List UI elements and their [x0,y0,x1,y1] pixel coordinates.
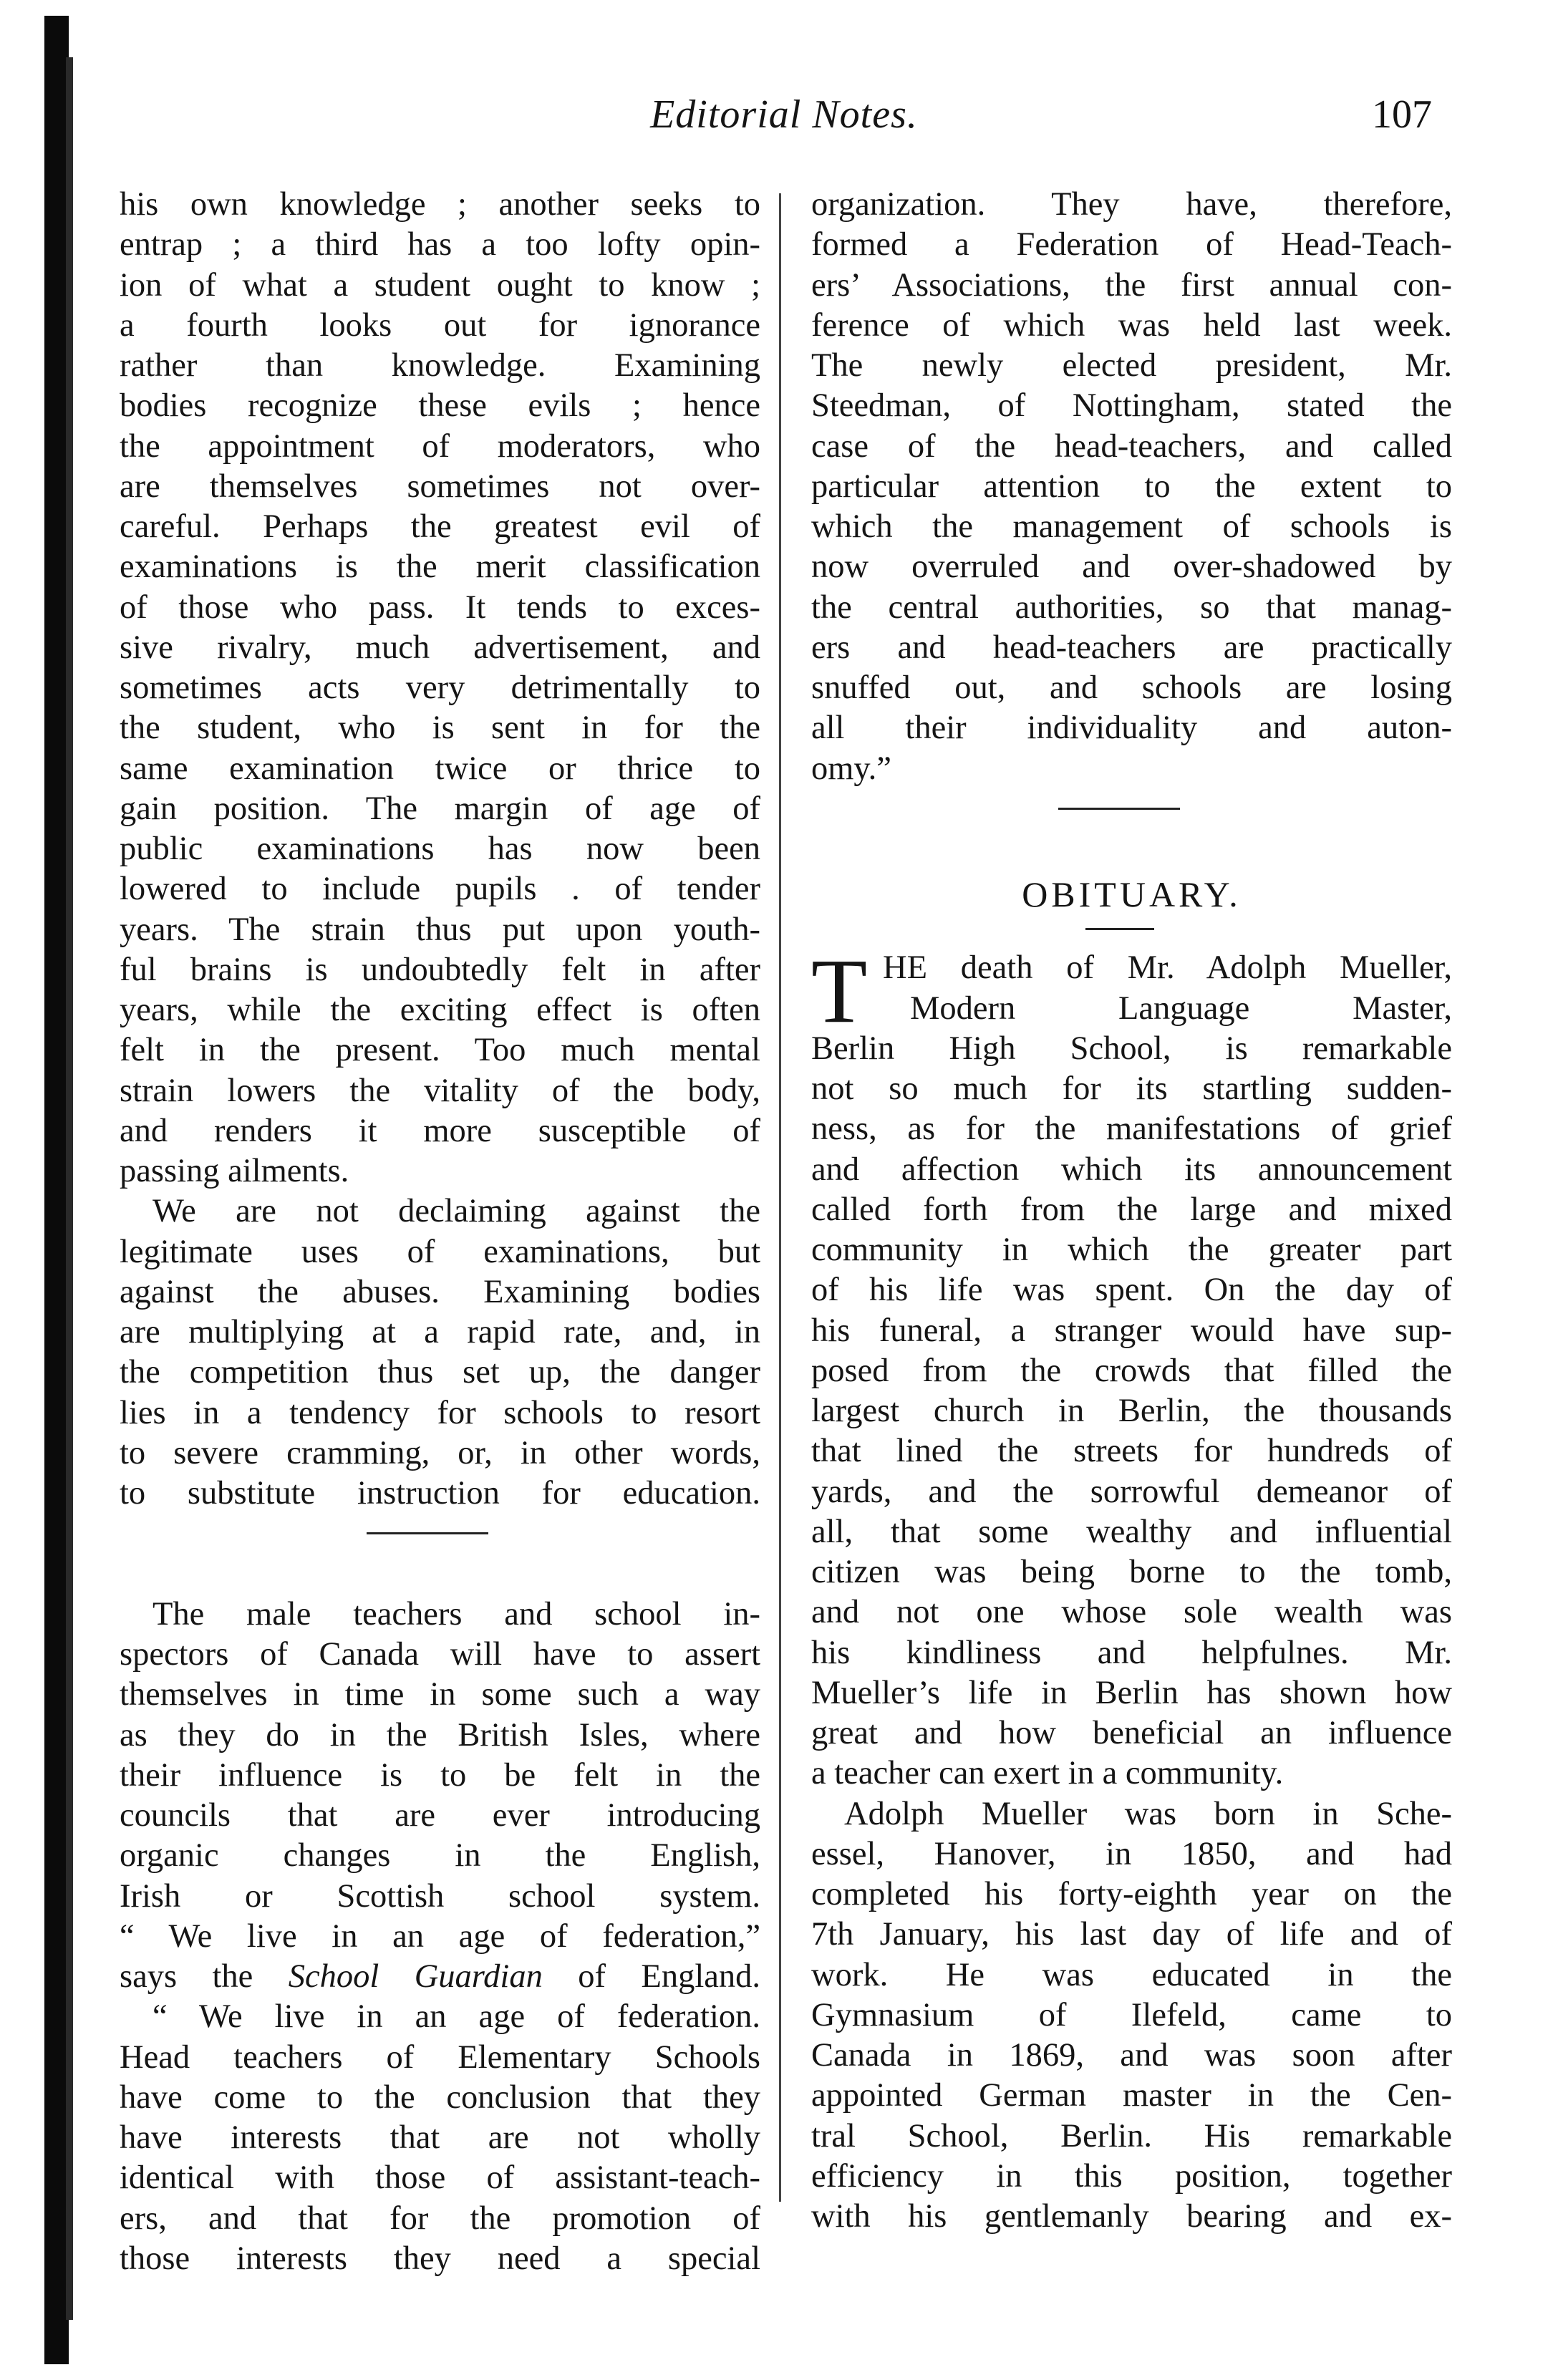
text-line: those interests they need a special [120,2240,760,2277]
text-line: and renders it more susceptible of [120,1112,760,1149]
text-line: to substitute instruction for education. [120,1475,760,1511]
text-line: as they do in the British Isles, where [120,1716,760,1753]
left-paragraph-1 [120,185,760,1191]
says-prefix: says the [120,1958,289,1995]
text-line: the central authorities, so that manag- [811,589,1452,626]
text-line: ference of which was held last week. [811,306,1452,344]
text-line: great and how beneficial an influence [811,1715,1452,1751]
text-line: Berlin High School, is remarkable [811,1030,1452,1067]
text-line: examinations is the merit classification [120,548,760,586]
spacer [120,1554,760,1595]
right-column [811,185,1452,2237]
text-line: ers, and that for the promotion of [120,2200,760,2237]
text-line: his kindliness and helpfulnes. Mr. [811,1634,1452,1671]
text-line: the competition thus set up, the danger [120,1354,760,1391]
left-paragraph-3 [120,1595,760,1998]
heading-underline [811,919,1452,948]
text-line: Mueller’s life in Berlin has shown how [811,1674,1452,1711]
running-head [107,92,1461,149]
text-line: Adolph Mueller was born in Sche- [844,1795,1452,1832]
text-line: of his life was spent. On the day of [811,1272,1452,1309]
text-line: ers and head-teachers are practically [811,629,1452,666]
text-line: ness, as for the manifestations of grief [811,1111,1452,1148]
text-line: HE death of Mr. Adolph Mueller, [883,949,1452,987]
text-line: particular attention to the extent to [811,468,1452,505]
text-line: sive rivalry, much advertisement, and [120,629,760,666]
text-line: to severe cramming, or, in other words, [120,1434,760,1471]
section-separator [120,1514,760,1554]
text-line: years. The strain thus put upon youth- [120,911,760,948]
text-line: organic changes in the English, [120,1837,760,1875]
text-line: ful brains is undoubtedly felt in after [120,951,760,988]
text-line: Canada in 1869, and was soon after [811,2037,1452,2074]
text-line: omy.” [811,750,891,787]
text-line: citizen was being borne to the tomb, [811,1554,1452,1590]
text-line: Modern Language Master, [910,990,1452,1027]
text-line: a fourth looks out for ignorance [120,306,760,344]
text-line: appointed German master in the Cen- [811,2077,1452,2114]
text-line: passing ailments. [120,1153,349,1189]
text-line: and not one whose sole wealth was [811,1594,1452,1631]
separator-rule [1058,808,1180,810]
text-line: and affection which its announcement [811,1151,1452,1188]
text-line: not so much for its startling sudden- [811,1070,1452,1107]
text-line: now overruled and over-shadowed by [811,548,1452,586]
text-line: their influence is to be felt in the [120,1756,760,1794]
spacer [811,829,1452,869]
text-line: essel, Hanover, in 1850, and had [811,1835,1452,1872]
text-line: posed from the crowds that filled the [811,1352,1452,1389]
text-line: themselves in time in some such a way [120,1676,760,1713]
scan-binding-shadow [66,57,73,2320]
publication-title: School Guardian [288,1958,543,1995]
text-line: councils that are ever introducing [120,1797,760,1834]
text-line: years, while the exciting effect is often [120,992,760,1028]
text-line: are multiplying at a rapid rate, and, in [120,1314,760,1350]
text-line: work. He was educated in the [811,1956,1452,1993]
text-line: have interests that are not wholly [120,2119,760,2156]
text-line: public examinations has now been [120,831,760,867]
text-line: that lined the streets for hundreds of [811,1433,1452,1470]
text-line: all, that some wealthy and influential [811,1513,1452,1550]
text-line: “ We live in an age of federation. [153,1998,760,2036]
text-line: Irish or Scottish school system. [120,1877,760,1915]
text-line: identical with those of assistant-teach- [120,2159,760,2197]
scan-binding-edge [44,16,69,2364]
text-line: his own knowledge ; another seeks to [120,186,760,223]
text-line: felt in the present. Too much mental [120,1032,760,1069]
text-line: tral School, Berlin. His remarkable [811,2117,1452,2154]
column-divider [779,193,781,2202]
text-line: Steedman, of Nottingham, stated the [811,387,1452,425]
text-line: entrap ; a third has a too lofty opin- [120,226,760,263]
text-line: Head teachers of Elementary Schools [120,2038,760,2076]
text-line: organization. They have, therefore, [811,186,1452,223]
text-line: sometimes acts very detrimentally to [120,669,760,706]
text-line: spectors of Canada will have to assert [120,1636,760,1673]
text-line: largest church in Berlin, the thousands [811,1393,1452,1429]
text-line: The newly elected president, Mr. [811,347,1452,384]
left-column [120,185,760,2279]
text-line: lies in a tendency for schools to resort [120,1394,760,1431]
section-separator [811,789,1452,829]
text-line: rather than knowledge. Examining [120,347,760,384]
text-line: legitimate uses of examinations, but [120,1233,760,1270]
text-line: called forth from the large and mixed [811,1191,1452,1228]
left-paragraph-2 [120,1191,760,1514]
text-line: the appointment of moderators, who [120,427,760,465]
text-line: lowered to include pupils . of tender [120,871,760,908]
text-line-with-italic [120,1957,760,1997]
text-line: same examination twice or thrice to [120,750,760,787]
text-line: are themselves sometimes not over- [120,468,760,505]
text-line: ion of what a student ought to know ; [120,266,760,304]
text-line: case of the head-teachers, and called [811,427,1452,465]
text-line: ers’ Associations, the first annual con- [811,266,1452,304]
text-line: snuffed out, and schools are losing [811,669,1452,706]
text-line: his funeral, a stranger would have sup- [811,1312,1452,1349]
left-paragraph-4 [120,1997,760,2279]
text-line: gain position. The margin of age of [120,790,760,827]
text-line: careful. Perhaps the greatest evil of [120,508,760,545]
text-line: efficiency in this position, together [811,2157,1452,2195]
text-line: community in which the greater part [811,1232,1452,1268]
text-line: the student, who is sent in for the [120,710,760,747]
text-line: bodies recognize these evils ; hence [120,387,760,425]
obituary-heading: OBITUARY. [1022,874,1242,915]
text-line: “ We live in an age of federation,” [120,1917,760,1955]
obituary-opening [811,940,1452,1043]
text-line: strain lowers the vitality of the body, [120,1072,760,1109]
text-line: have come to the conclusion that they [120,2079,760,2116]
text-line: a teacher can exert in a community. [811,1755,1284,1792]
text-line: 7th January, his last day of life and of [811,1916,1452,1953]
separator-rule [367,1532,488,1534]
obituary-paragraph-1 [811,1029,1452,1794]
text-line: The male teachers and school in- [153,1595,760,1632]
text-line: Gymnasium of Ilefeld, came to [811,1996,1452,2033]
text-line: which the management of schools is [811,508,1452,545]
page-number: 107 [1372,92,1432,137]
text-line: with his gentlemanly bearing and ex- [811,2198,1452,2235]
running-title: Editorial Notes. [650,92,918,137]
text-line: formed a Federation of Head-Teach- [811,226,1452,263]
text-line: of those who pass. It tends to exces- [120,589,760,626]
text-line: We are not declaiming against the [153,1193,760,1230]
text-line: completed his forty-eighth year on the [811,1876,1452,1912]
text-line: all their individuality and auton- [811,710,1452,747]
says-suffix: of England. [542,1958,760,1995]
text-line: yards, and the sorrowful demeanor of [811,1473,1452,1510]
underline-rule [1085,928,1154,930]
text-line: against the abuses. Examining bodies [120,1273,760,1310]
right-paragraph-1 [811,185,1452,789]
drop-cap: T [811,940,868,1043]
obituary-paragraph-2 [811,1794,1452,2238]
